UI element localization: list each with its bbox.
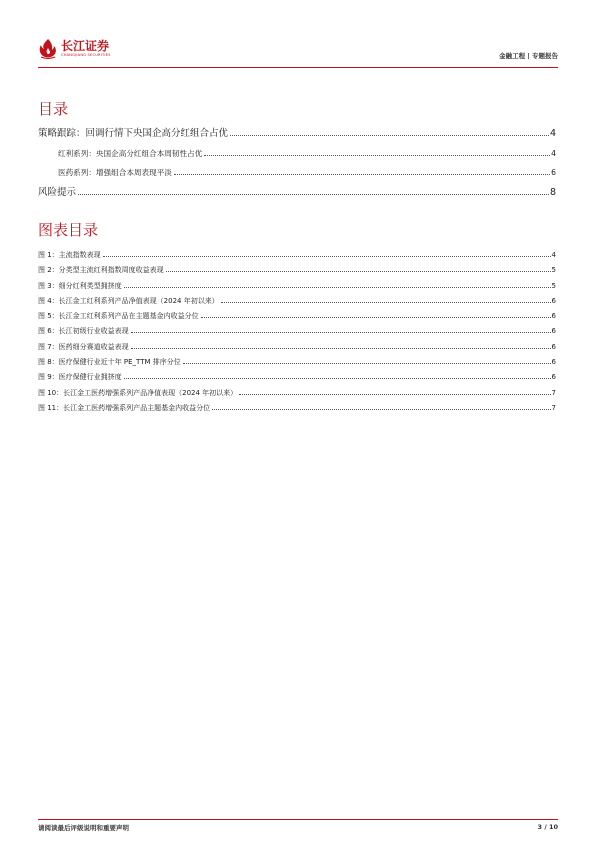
figure-entry[interactable] — [38, 386, 556, 401]
figure-entry[interactable] — [38, 355, 556, 370]
leader-dots — [124, 378, 551, 379]
company-logo — [38, 38, 111, 60]
figure-entry-page: 4 — [551, 251, 556, 259]
figure-list — [38, 248, 556, 416]
report-category: 金融工程 | 专题报告 — [499, 52, 558, 60]
footer-disclaimer: 请阅读最后评级说明和重要声明 — [38, 824, 129, 832]
logo-chinese-name: 长江证券 — [61, 39, 110, 53]
figure-entry[interactable] — [38, 248, 556, 263]
leader-dots — [230, 135, 549, 136]
figure-entry-label: 图 3：细分红利类型拥挤度 — [38, 281, 122, 290]
leader-dots — [212, 409, 550, 410]
figure-entry[interactable] — [38, 324, 556, 339]
figure-entry-label: 图 10：长江金工医药增强系列产品净值表现（2024 年初以来） — [38, 388, 238, 397]
figure-entry-label: 图 7：医药细分赛道收益表现 — [38, 342, 129, 351]
toc-entry[interactable] — [38, 124, 556, 144]
leader-dots — [221, 302, 551, 303]
figure-entry-label: 图 2：分类型主流红利指数周度收益表现 — [38, 266, 164, 275]
toc-entry-label: 风险提示 — [38, 186, 77, 198]
leader-dots — [131, 332, 551, 333]
toc-entry[interactable] — [38, 183, 556, 203]
toc-entry-page: 6 — [551, 168, 556, 177]
toc-title: 目录 — [38, 100, 69, 118]
figure-entry-page: 7 — [551, 403, 556, 412]
table-of-contents — [38, 124, 556, 202]
figure-entry-label: 图 11：长江金工医药增强系列产品主题基金内收益分位 — [38, 403, 211, 412]
toc-entry-label: 策略跟踪：回调行情下央国企高分红组合占优 — [38, 128, 229, 139]
figure-entry-label: 图 6：长江初级行业收益表现 — [38, 327, 129, 336]
figure-entry-page: 6 — [551, 296, 556, 305]
toc-entry-page: 4 — [551, 148, 556, 158]
toc-entry-label: 医药系列：增强组合本周表现平淡 — [58, 168, 172, 177]
figure-entry-label: 图 4：长江金工红利系列产品净值表现（2024 年初以来） — [38, 296, 219, 305]
leader-dots — [183, 363, 551, 364]
figure-entry[interactable] — [38, 370, 556, 385]
leader-dots — [124, 287, 551, 288]
leader-dots — [131, 348, 551, 349]
toc-entry[interactable] — [38, 144, 556, 164]
leader-dots — [103, 256, 551, 257]
figure-entry-page: 5 — [551, 281, 556, 290]
leader-dots — [78, 194, 549, 195]
figure-entry-label: 图 8：医疗保健行业近十年 PE_TTM 排序分位 — [38, 358, 181, 367]
toc-entry-label: 红利系列：央国企高分红组合本周韧性占优 — [58, 148, 203, 158]
footer-divider — [38, 819, 558, 820]
page-header — [38, 38, 558, 66]
figure-entry[interactable] — [38, 401, 556, 416]
figure-entry-label: 图 9：医疗保健行业拥挤度 — [38, 373, 122, 382]
figure-entry[interactable] — [38, 340, 556, 355]
logo-flame-icon — [38, 38, 58, 60]
figures-title: 图表目录 — [38, 221, 99, 239]
figure-entry-page: 6 — [551, 358, 556, 367]
header-divider — [38, 67, 558, 68]
toc-entry-page: 8 — [549, 186, 556, 198]
leader-dots — [174, 174, 550, 175]
figure-entry-page: 6 — [551, 373, 556, 382]
toc-entry-page: 4 — [549, 128, 556, 139]
page-number: 3 / 10 — [537, 823, 558, 831]
leader-dots — [166, 271, 551, 272]
figure-entry-page: 6 — [551, 342, 556, 351]
toc-entry[interactable] — [38, 163, 556, 183]
figure-entry-label: 图 5：长江金工红利系列产品在主题基金内收益分位 — [38, 312, 199, 321]
figure-entry-page: 6 — [551, 327, 556, 336]
leader-dots — [201, 317, 551, 318]
figure-entry-page: 7 — [551, 388, 556, 397]
figure-entry[interactable] — [38, 279, 556, 294]
figure-entry[interactable] — [38, 294, 556, 309]
leader-dots — [204, 155, 550, 156]
figure-entry-label: 图 1：主流指数表现 — [38, 251, 101, 259]
logo-english-name: CHANGJIANG SECURITIES — [61, 53, 111, 57]
figure-entry-page: 5 — [551, 266, 556, 275]
figure-entry[interactable] — [38, 309, 556, 324]
figure-entry[interactable] — [38, 263, 556, 278]
figure-entry-page: 6 — [551, 312, 556, 321]
leader-dots — [239, 394, 550, 395]
